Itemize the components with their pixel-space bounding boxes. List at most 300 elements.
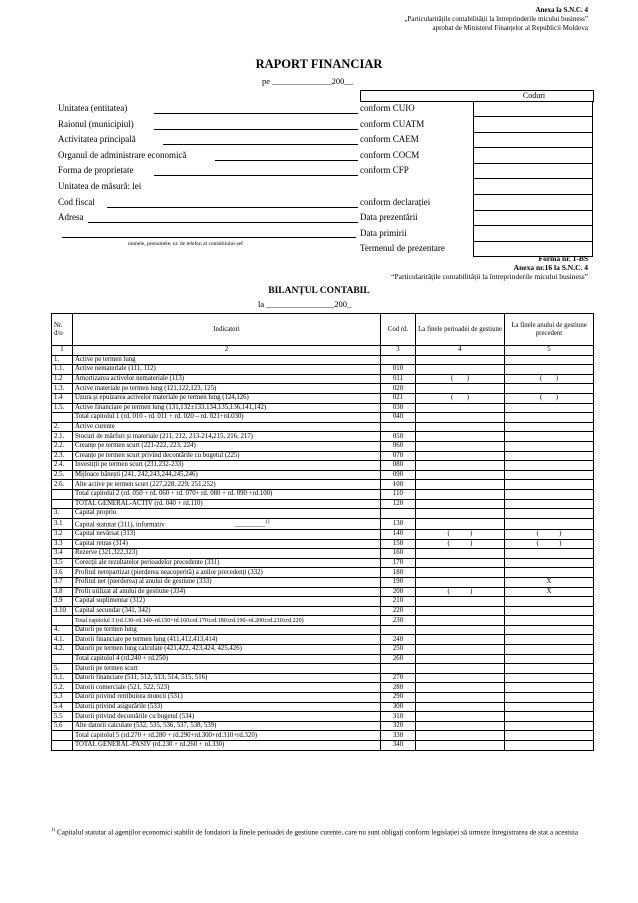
row-code: 210	[381, 597, 416, 607]
identification-label: Unitatea de măsură: lei	[58, 180, 142, 191]
value-end-period[interactable]	[416, 365, 505, 375]
table-row	[52, 654, 594, 664]
row-code: 290	[381, 693, 416, 703]
value-end-period[interactable]: ( )	[416, 539, 505, 549]
value-prev-year[interactable]	[505, 365, 594, 375]
row-indicator-text: Profitul net (pierderea) al anului de gestiune (333)	[75, 578, 212, 586]
value-prev-year[interactable]	[505, 645, 594, 655]
value-end-period[interactable]	[416, 509, 505, 519]
row-code: 240	[381, 635, 416, 645]
identification-label: Unitatea (entitatea)	[58, 103, 128, 113]
value-prev-year[interactable]	[505, 712, 594, 722]
identification-row	[58, 210, 592, 226]
column-number: 5	[505, 346, 594, 356]
row-number: 5.	[52, 664, 73, 674]
form-header	[391, 254, 588, 281]
identification-fill-line[interactable]	[154, 175, 358, 176]
row-indicator-text: Datorii financiare (511, 512, 513, 514, 515, 516)	[75, 674, 208, 682]
row-indicator-blank[interactable]: _________	[234, 520, 266, 528]
value-end-period[interactable]	[416, 606, 505, 616]
row-indicator	[73, 413, 381, 423]
table-row	[52, 451, 594, 461]
value-prev-year[interactable]	[505, 568, 594, 578]
table-row	[52, 635, 594, 645]
identification-label: Adresa	[58, 212, 84, 223]
row-number: 2.6.	[52, 480, 73, 490]
value-prev-year[interactable]	[505, 461, 594, 471]
identification-fill-line[interactable]	[163, 144, 358, 145]
identification-row	[58, 132, 592, 148]
value-end-period[interactable]: ( )	[416, 587, 505, 597]
table-row	[52, 673, 594, 683]
value-end-period[interactable]	[416, 664, 505, 674]
row-code: 140	[381, 529, 416, 539]
row-indicator-text: Total capitolul 1 (rd. 010 - rd. 011 + rd. 020 – rd. 021+rd.030)	[75, 413, 244, 421]
report-period: pe ______________200__	[262, 76, 353, 86]
identification-reference: Data prezentării	[360, 212, 418, 223]
row-code: 021	[381, 393, 416, 403]
identification-reference: conform CFP	[360, 165, 409, 176]
value-prev-year[interactable]: ( )	[505, 374, 594, 384]
table-row	[52, 518, 594, 529]
balance-table	[51, 313, 594, 751]
row-indicator-text: Datorii pe termen lung calculate (421,422, 423,424, 425,426)	[75, 645, 242, 653]
table-row	[52, 355, 594, 365]
row-number: 5.1.	[52, 673, 73, 683]
column-numbers-row	[52, 346, 594, 356]
row-indicator-text: Capital nevărsat (313)	[75, 530, 136, 538]
row-indicator	[73, 568, 381, 578]
row-indicator	[73, 355, 381, 365]
value-end-period[interactable]	[416, 597, 505, 607]
row-number: 3.6	[52, 568, 73, 578]
identification-label: Activitatea principală	[58, 134, 136, 145]
table-row	[52, 702, 594, 712]
footnote-ref: 1)	[265, 519, 270, 525]
value-prev-year[interactable]	[505, 451, 594, 461]
value-prev-year[interactable]	[505, 499, 594, 509]
identification-reference: conform CUIO	[360, 103, 415, 113]
row-indicator	[73, 529, 381, 539]
row-code: 100	[381, 480, 416, 490]
row-indicator	[73, 480, 381, 490]
value-prev-year[interactable]	[505, 635, 594, 645]
value-prev-year[interactable]	[505, 413, 594, 423]
identification-fill-line[interactable]	[154, 129, 358, 130]
value-end-period[interactable]	[416, 499, 505, 509]
row-indicator-text: TOTAL GENERAL-ACTIV (rd. 040 + rd.110)	[75, 499, 203, 507]
table-row	[52, 365, 594, 375]
identification-reference: conform CUATM	[360, 118, 425, 129]
form-subtitle: “Particularitățile contabilității la întreprinderile micului business”	[391, 272, 588, 281]
value-end-period[interactable]	[416, 683, 505, 693]
value-end-period[interactable]	[416, 635, 505, 645]
row-code	[381, 355, 416, 365]
row-number: 3.10	[52, 606, 73, 616]
row-indicator-text: Datorii privind decontările cu bugetul (534)	[75, 712, 195, 720]
value-end-period[interactable]	[416, 518, 505, 529]
row-number: 4.	[52, 625, 73, 635]
value-prev-year[interactable]	[505, 558, 594, 568]
row-indicator	[73, 645, 381, 655]
header-prev-year: La finele anului de gestiune precedent	[505, 314, 594, 346]
row-number	[52, 741, 73, 751]
row-indicator	[73, 597, 381, 607]
row-number: 3.9	[52, 597, 73, 607]
row-number: 1.4	[52, 393, 73, 403]
row-number: 3.8	[52, 587, 73, 597]
value-prev-year[interactable]	[505, 422, 594, 432]
balance-table-body	[52, 355, 594, 750]
row-indicator	[73, 606, 381, 616]
value-end-period[interactable]	[416, 721, 505, 731]
row-indicator	[73, 432, 381, 442]
value-end-period[interactable]	[416, 568, 505, 578]
row-code	[381, 422, 416, 432]
value-prev-year[interactable]: X	[505, 587, 594, 597]
code-box[interactable]	[473, 226, 593, 242]
row-indicator-text: Profitul nerepartizat (pierderea neacoperită) a anilor precedenți (332)	[75, 568, 263, 576]
report-title: RAPORT FINANCIAR	[255, 57, 383, 71]
value-prev-year[interactable]	[505, 489, 594, 499]
value-end-period[interactable]	[416, 441, 505, 451]
value-end-period[interactable]	[416, 654, 505, 664]
row-code: 300	[381, 702, 416, 712]
row-code: 330	[381, 731, 416, 741]
row-indicator-text: Datorii privind asigurările (533)	[75, 702, 163, 710]
value-prev-year[interactable]	[505, 432, 594, 442]
value-prev-year[interactable]	[505, 616, 594, 626]
row-number: 2.5.	[52, 470, 73, 480]
row-indicator-text: Uzura și epuizarea activelor materiale pe termen lung (124,126)	[75, 394, 249, 402]
row-code: 340	[381, 741, 416, 751]
value-end-period[interactable]	[416, 355, 505, 365]
form-annex: Anexa nr.16 la S.N.C. 4	[513, 263, 588, 272]
value-prev-year[interactable]	[505, 384, 594, 394]
value-prev-year[interactable]	[505, 509, 594, 519]
row-indicator	[73, 384, 381, 394]
row-indicator	[73, 616, 381, 626]
row-number: 1.5.	[52, 403, 73, 413]
row-indicator-text: Rezerve (321,322,323)	[75, 549, 138, 557]
row-number: 1.1.	[52, 365, 73, 375]
row-number: 1.	[52, 355, 73, 365]
value-prev-year[interactable]	[505, 673, 594, 683]
table-row	[52, 645, 594, 655]
value-prev-year[interactable]	[505, 441, 594, 451]
row-indicator	[73, 365, 381, 375]
value-prev-year[interactable]	[505, 597, 594, 607]
column-number: 3	[381, 346, 416, 356]
balance-date: la ________________200_	[258, 299, 352, 309]
table-row	[52, 539, 594, 549]
value-end-period[interactable]	[416, 558, 505, 568]
table-row	[52, 432, 594, 442]
row-number: 5.5	[52, 712, 73, 722]
row-indicator-text: Datorii financiare pe termen lung (411,412,413,414)	[75, 635, 218, 643]
identification-reference: Termenul de prezentare	[360, 243, 445, 254]
identification-row	[58, 148, 592, 164]
table-row	[52, 741, 594, 751]
table-row	[52, 549, 594, 559]
identification-reference: Data primirii	[360, 227, 407, 238]
header-end-period: La finele perioadei de gestiune	[416, 314, 505, 346]
header-indicator: Indicatori	[73, 314, 381, 346]
identification-fill-line[interactable]	[88, 222, 358, 223]
code-box[interactable]	[473, 117, 593, 133]
value-end-period[interactable]	[416, 549, 505, 559]
row-indicator	[73, 441, 381, 451]
value-end-period[interactable]	[416, 480, 505, 490]
row-indicator	[73, 539, 381, 549]
value-end-period[interactable]	[416, 461, 505, 471]
table-row	[52, 489, 594, 499]
row-indicator	[73, 683, 381, 693]
row-indicator-text: Mijloace bănești (241, 242,243,244,245,246)	[75, 471, 198, 479]
value-prev-year[interactable]: ( )	[505, 539, 594, 549]
form-number: Forma nr. 1-BS	[538, 254, 588, 263]
identification-block	[58, 101, 592, 257]
identification-row	[58, 226, 592, 242]
table-row	[52, 625, 594, 635]
identification-label: Raionul (municipiul)	[58, 118, 134, 129]
row-code: 060	[381, 441, 416, 451]
row-indicator	[73, 393, 381, 403]
row-indicator	[73, 509, 381, 519]
table-row	[52, 712, 594, 722]
row-code	[381, 625, 416, 635]
table-row	[52, 461, 594, 471]
row-indicator	[73, 422, 381, 432]
code-box[interactable]	[473, 148, 593, 164]
table-row	[52, 587, 594, 597]
row-indicator-text: Datorii comerciale (521, 522, 523)	[75, 683, 170, 691]
row-number: 2.	[52, 422, 73, 432]
row-indicator-text: Datorii privind retribuirea muncii (531)	[75, 693, 183, 701]
row-indicator-text: Creanțe pe termen scurt privind decontările cu bugetul (225)	[75, 451, 240, 459]
value-end-period[interactable]	[416, 712, 505, 722]
value-end-period[interactable]	[416, 741, 505, 751]
row-indicator-text: Amortizarea activelor nemateriale (113)	[75, 375, 185, 383]
row-code: 050	[381, 432, 416, 442]
identification-row	[58, 179, 592, 195]
row-indicator-text: TOTAL GENERAL-PASIV (rd.230 + rd.260 + rd.330)	[75, 741, 225, 749]
annex-line-1: Anexa la S.N.C. 4	[535, 6, 588, 14]
value-prev-year[interactable]	[505, 741, 594, 751]
row-code: 130	[381, 518, 416, 529]
row-code: 160	[381, 549, 416, 559]
table-row	[52, 403, 594, 413]
value-end-period[interactable]	[416, 577, 505, 587]
row-indicator	[73, 549, 381, 559]
row-number: 2.1.	[52, 432, 73, 442]
table-row	[52, 441, 594, 451]
row-code: 310	[381, 712, 416, 722]
row-code: 120	[381, 499, 416, 509]
value-end-period[interactable]	[416, 625, 505, 635]
row-indicator-text: Capital statutar (311), informativ	[75, 520, 165, 528]
annex-line-2: „Particularitățile contabilității la întreprinderile micului business”	[404, 15, 588, 23]
value-prev-year[interactable]	[505, 403, 594, 413]
row-indicator-text: Stocuri de mărfuri și materiale (211, 212, 213-214,215, 216, 217)	[75, 432, 253, 440]
identification-row	[58, 101, 592, 117]
table-row	[52, 470, 594, 480]
value-end-period[interactable]	[416, 673, 505, 683]
row-indicator-text: Active financiare pe termen lung (131,132±133,134,135,136,141,142)	[75, 403, 267, 411]
identification-reference: conform declarației	[360, 196, 431, 207]
row-indicator	[73, 741, 381, 751]
value-end-period[interactable]	[416, 384, 505, 394]
row-indicator	[73, 518, 381, 529]
table-row	[52, 616, 594, 626]
row-code: 040	[381, 413, 416, 423]
table-row	[52, 480, 594, 490]
row-indicator	[73, 635, 381, 645]
value-prev-year[interactable]	[505, 549, 594, 559]
row-indicator-text: Profit utilizat al anului de gestiune (334)	[75, 587, 186, 595]
column-number: 2	[73, 346, 381, 356]
value-end-period[interactable]	[416, 489, 505, 499]
value-end-period[interactable]	[416, 403, 505, 413]
identification-label: Organul de administrare economică	[58, 149, 187, 160]
row-indicator	[73, 489, 381, 499]
row-indicator	[73, 673, 381, 683]
row-number	[52, 489, 73, 499]
row-indicator-text: Total capitolul 2 (rd. 050 + rd. 060 + rd. 070+ rd. 080 + rd. 090 +rd.100)	[75, 490, 273, 498]
value-prev-year[interactable]: X	[505, 577, 594, 587]
row-code: 180	[381, 568, 416, 578]
row-code: 010	[381, 365, 416, 375]
identification-label: Cod fiscal	[58, 196, 95, 207]
row-number: 1.3.	[52, 384, 73, 394]
value-end-period[interactable]	[416, 413, 505, 423]
row-indicator-text: Total capitolul 4 (rd.240 + rd.250)	[75, 654, 169, 662]
table-row	[52, 683, 594, 693]
value-end-period[interactable]	[416, 422, 505, 432]
value-end-period[interactable]	[416, 451, 505, 461]
value-prev-year[interactable]: ( )	[505, 393, 594, 403]
value-prev-year[interactable]: ( )	[505, 529, 594, 539]
row-indicator	[73, 403, 381, 413]
row-code: 320	[381, 721, 416, 731]
row-indicator	[73, 451, 381, 461]
row-code: 250	[381, 645, 416, 655]
row-indicator	[73, 702, 381, 712]
value-end-period[interactable]	[416, 616, 505, 626]
value-prev-year[interactable]	[505, 702, 594, 712]
identification-fill-line[interactable]	[154, 113, 358, 114]
table-row	[52, 529, 594, 539]
header-cod: Cod rd.	[381, 314, 416, 346]
value-prev-year[interactable]	[505, 470, 594, 480]
value-end-period[interactable]	[416, 702, 505, 712]
value-prev-year[interactable]	[505, 731, 594, 741]
row-number: 3.5	[52, 558, 73, 568]
value-prev-year[interactable]	[505, 664, 594, 674]
row-code: 220	[381, 606, 416, 616]
identification-reference: conform COCM	[360, 149, 420, 160]
value-prev-year[interactable]	[505, 625, 594, 635]
value-prev-year[interactable]	[505, 518, 594, 529]
value-prev-year[interactable]	[505, 480, 594, 490]
row-number	[52, 413, 73, 423]
row-number: 3.4	[52, 549, 73, 559]
code-box[interactable]	[473, 163, 593, 179]
value-end-period[interactable]	[416, 731, 505, 741]
row-code: 230	[381, 616, 416, 626]
table-row	[52, 664, 594, 674]
value-end-period[interactable]: ( )	[416, 529, 505, 539]
footnote	[51, 826, 591, 837]
table-row	[52, 422, 594, 432]
table-row	[52, 597, 594, 607]
value-end-period[interactable]	[416, 432, 505, 442]
row-number	[52, 731, 73, 741]
value-end-period[interactable]: ( )	[416, 374, 505, 384]
code-box[interactable]	[473, 132, 593, 148]
identification-fill-line[interactable]	[215, 160, 358, 161]
row-code: 190	[381, 577, 416, 587]
value-prev-year[interactable]	[505, 654, 594, 664]
code-box[interactable]	[473, 101, 593, 117]
value-end-period[interactable]	[416, 470, 505, 480]
row-number	[52, 499, 73, 509]
identification-row	[58, 195, 592, 211]
code-box[interactable]	[473, 210, 593, 226]
identification-label: Forma de proprietate	[58, 165, 134, 176]
row-code	[381, 664, 416, 674]
row-number: 4.2.	[52, 645, 73, 655]
table-row	[52, 393, 594, 403]
column-number: 1	[52, 346, 73, 356]
row-indicator	[73, 499, 381, 509]
value-end-period[interactable]	[416, 645, 505, 655]
row-code: 020	[381, 384, 416, 394]
row-number: 5.4	[52, 702, 73, 712]
row-number	[52, 654, 73, 664]
row-indicator	[73, 374, 381, 384]
identification-reference: conform CAEM	[360, 134, 419, 145]
annex-line-3: aprobat de Ministerul Finanțelor al Republicii Moldova	[432, 24, 588, 32]
annex-header	[404, 6, 588, 33]
row-number: 5.2.	[52, 683, 73, 693]
row-indicator-text: Corecții ale rezultatelor perioadelor precedente (331)	[75, 559, 220, 567]
table-row	[52, 384, 594, 394]
row-indicator-text: Alte datorii calculate (532, 535, 536, 537, 538, 539)	[75, 722, 217, 730]
value-prev-year[interactable]	[505, 721, 594, 731]
row-indicator	[73, 731, 381, 741]
row-number: 3.2	[52, 529, 73, 539]
value-prev-year[interactable]	[505, 355, 594, 365]
value-end-period[interactable]	[416, 693, 505, 703]
row-code: 030	[381, 403, 416, 413]
table-row	[52, 509, 594, 519]
column-number: 4	[416, 346, 505, 356]
code-box[interactable]	[473, 179, 593, 195]
row-indicator-text: Creanțe pe termen scurt (221-222, 223, 224)	[75, 442, 196, 450]
row-number	[52, 616, 73, 626]
identification-fill-line[interactable]	[107, 207, 358, 208]
value-prev-year[interactable]	[505, 693, 594, 703]
row-indicator-text: Active materiale pe termen lung (121,122,123, 125)	[75, 384, 217, 392]
value-prev-year[interactable]	[505, 606, 594, 616]
row-indicator-text: Datorii pe termen scurt	[75, 664, 138, 672]
row-indicator-text: Alte active pe termen scurt (227,228, 229, 251,252)	[75, 480, 216, 488]
value-end-period[interactable]: ( )	[416, 393, 505, 403]
code-box[interactable]	[473, 195, 593, 211]
value-prev-year[interactable]	[505, 683, 594, 693]
row-code: 200	[381, 587, 416, 597]
